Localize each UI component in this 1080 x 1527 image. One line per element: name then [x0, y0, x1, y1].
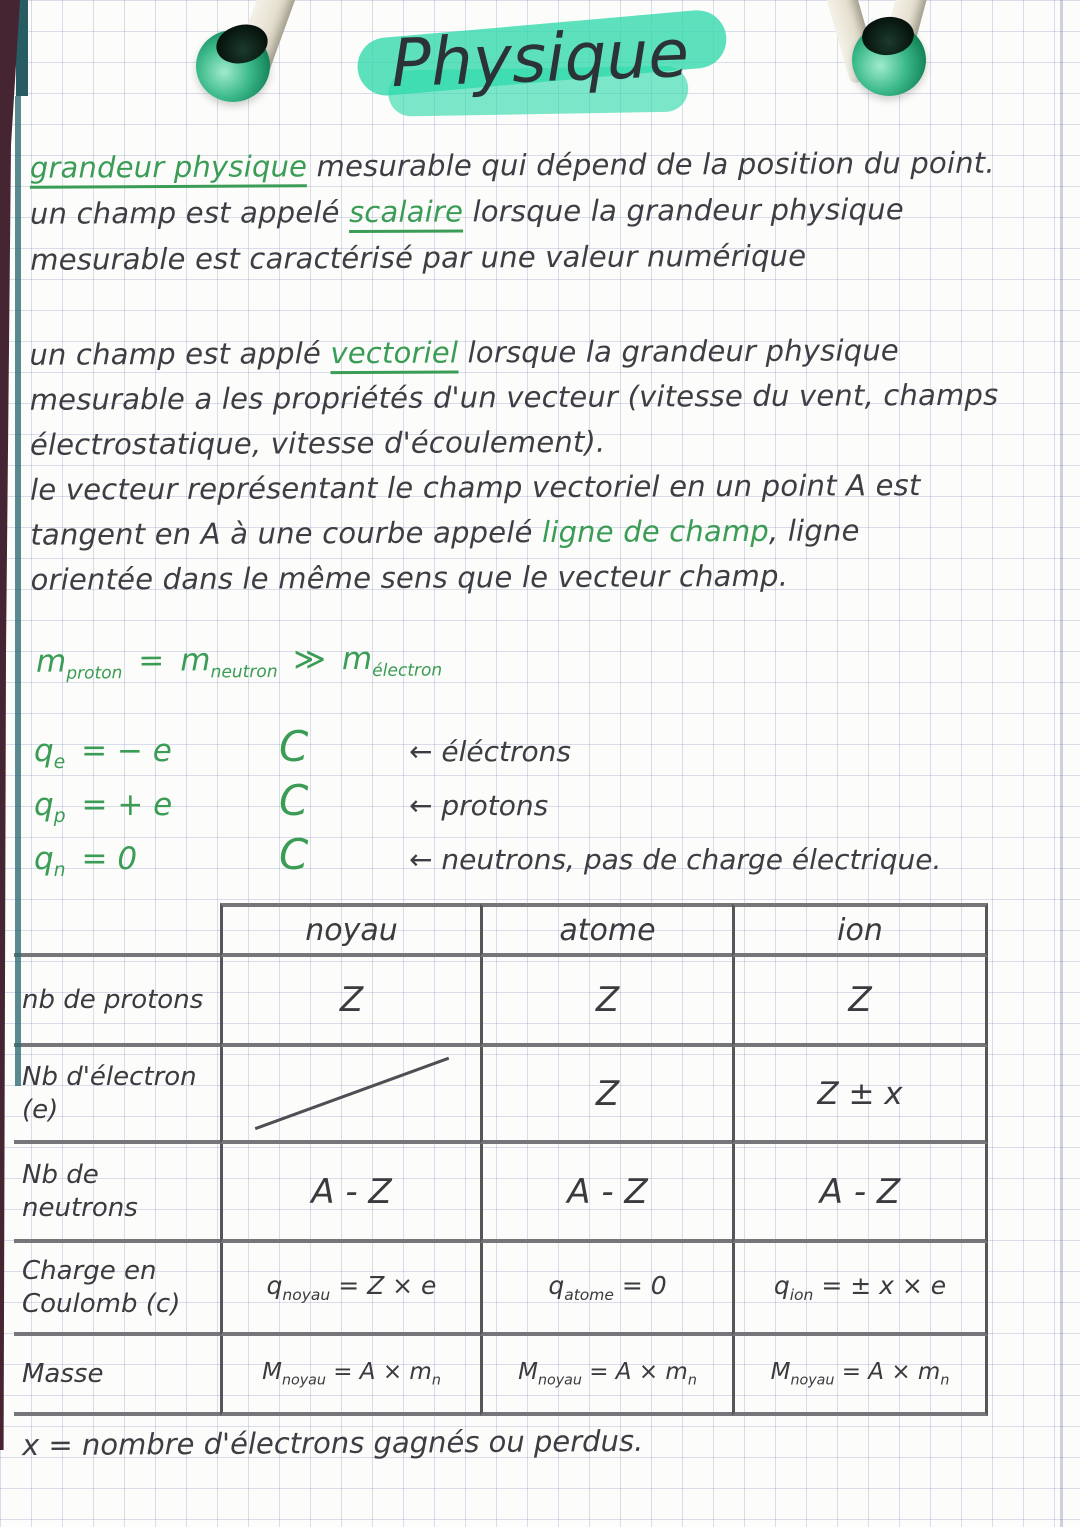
note-line: tangent en A à une courbe appelé ligne de champ, ligne — [30, 513, 860, 552]
table-cell: Z — [480, 957, 732, 1047]
footnote-x-definition: x = nombre d'électrons gagnés ou perdus. — [21, 1423, 644, 1463]
slash-mark — [254, 1057, 448, 1130]
table-header-ion: ion — [732, 903, 988, 957]
note-line: orientée dans le même sens que le vecteur champ. — [30, 558, 789, 597]
charge-line-proton — [34, 776, 1054, 830]
note-line: mesurable est caractérisé par une valeur numérique — [30, 238, 807, 277]
table-cell: A - Z — [220, 1144, 480, 1243]
table-row-label-masse: Masse — [14, 1336, 220, 1416]
particle-charges-list — [34, 722, 1054, 884]
charge-note: ← éléctrons — [409, 735, 571, 768]
note-line: le vecteur représentant le champ vectoriel en un point A est — [30, 468, 921, 507]
mass-comparison-note: $m_{proton} = m_{neutron}$ ≫ $m_{électron}$ — [35, 640, 443, 684]
charge-formula: $q_e$ = − e — [34, 733, 172, 774]
charge-note: ← neutrons, pas de charge électrique. — [409, 843, 942, 876]
table-cell: $M_{noyau} = A \times m_n$ — [480, 1336, 732, 1416]
table-cell: Z — [732, 957, 988, 1047]
note-line: grandeur physique mesurable qui dépend de la position du point. — [30, 139, 1068, 190]
charge-unit: C — [279, 830, 309, 879]
table-cell: Z ± x — [732, 1047, 988, 1144]
table-row-label-electrons: Nb d'électron (e) — [14, 1047, 220, 1144]
note-line: électrostatique, vitesse d'écoulement). — [29, 424, 606, 462]
charge-formula: $q_n = 0$ — [34, 841, 138, 882]
term-ligne-de-champ: ligne de champ — [541, 513, 770, 550]
table-row-label-neutrons: Nb de neutrons — [14, 1144, 220, 1243]
table-cell: Z — [480, 1047, 732, 1144]
table-cell: $q_{atome} = 0$ — [480, 1243, 732, 1336]
charge-note: ← protons — [409, 789, 549, 822]
term-vectoriel: vectoriel — [330, 335, 458, 374]
charge-line-neutron — [34, 830, 1054, 884]
note-line: un champ est applé vectoriel lorsque la grandeur physique — [29, 327, 1067, 377]
table-row-label-charge: Charge en Coulomb (c) — [14, 1243, 220, 1336]
table-cell: $q_{noyau} = Z \times e$ — [220, 1243, 480, 1336]
note-line: un champ est appelé scalaire lorsque la grandeur physique — [30, 185, 1068, 236]
table-cell: $M_{noyau} = A \times m_n$ — [220, 1336, 480, 1416]
charge-unit: C — [279, 776, 309, 825]
charge-line-electron — [34, 722, 1054, 776]
page-title — [376, 14, 704, 102]
paragraph-vector-definition — [29, 327, 1068, 602]
table-cell: A - Z — [480, 1144, 732, 1243]
table-cell: Z — [220, 957, 480, 1047]
table-cell-empty — [220, 1047, 480, 1144]
table-cell: $q_{ion}$ = ± x × e — [732, 1243, 988, 1336]
table-cell: A - Z — [732, 1144, 988, 1243]
table-header-noyau: noyau — [220, 903, 480, 957]
table-row-label-protons: nb de protons — [14, 957, 220, 1047]
charge-formula: $q_p$ = + e — [34, 787, 173, 828]
paper-right-edge — [1060, 0, 1063, 1527]
charge-unit: C — [279, 722, 309, 771]
table-cell: $M_{noyau} = A \times m_n$ — [732, 1336, 988, 1416]
push-pin-icon — [852, 24, 926, 96]
note-line: mesurable a les propriétés d'un vecteur (vitesse du vent, champs — [29, 377, 999, 417]
particles-table — [14, 903, 988, 1416]
photo-left-edge-accent-thin — [15, 96, 21, 1086]
table-header-atome: atome — [480, 903, 732, 957]
paragraph-scalar-definition — [30, 139, 1069, 282]
term-grandeur-physique: grandeur physique — [30, 149, 308, 188]
term-scalaire: scalaire — [349, 194, 463, 233]
table-corner-cell — [14, 903, 220, 957]
page-title-text: Physique — [389, 14, 691, 103]
push-pin-icon — [196, 30, 270, 102]
